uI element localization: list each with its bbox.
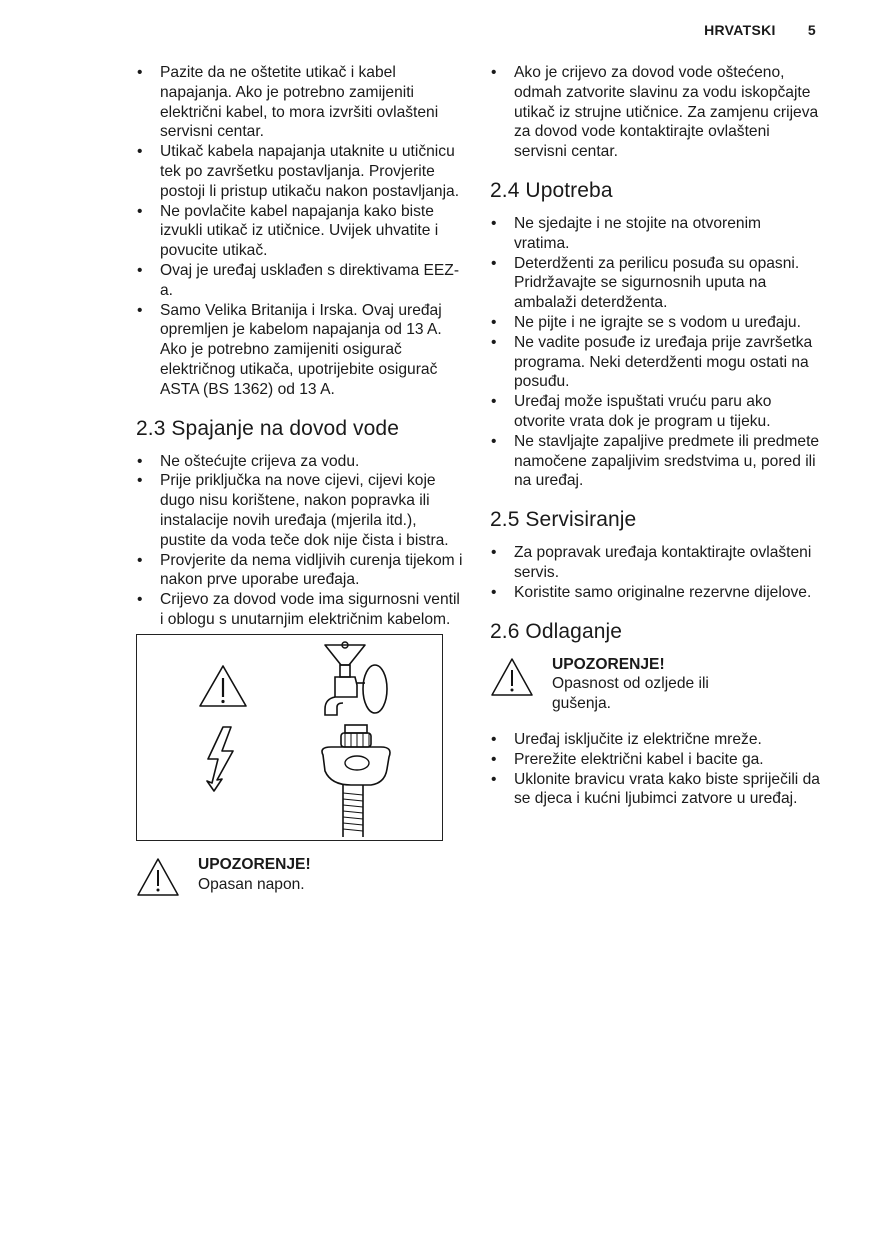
list-item: • Pazite da ne oštetite utikač i kabel napajanja. Ako je potrebno zamijeniti električni kabel, to mora izvršiti ovlašteni servisni centar.	[136, 63, 466, 142]
list-item: • Provjerite da nema vidljivih curenja tijekom i nakon prve uporabe uređaja.	[136, 551, 466, 591]
right-intro-list	[490, 63, 820, 162]
list-item: • Utikač kabela napajanja utaknite u utičnicu tek po završetku postavljanja. Provjerite postoji li pristup utikaču nakon postavljanja.	[136, 142, 466, 201]
list-item: • Prije priključka na nove cijevi, cijevi koje dugo nisu korištene, nakon popravka ili instalacije novih uređaja (mjerila itd.), pustite da voda teče dok nije čista i bistra.	[136, 471, 466, 550]
warning-title: UPOZORENJE!	[198, 855, 311, 873]
water-tap-icon	[315, 639, 395, 721]
warning-title: UPOZORENJE!	[552, 655, 665, 673]
hose-illustration	[136, 634, 443, 841]
page-header	[704, 22, 816, 38]
voltage-warning	[136, 855, 466, 897]
section-title-2-4: 2.4 Upotreba	[490, 178, 613, 202]
section-2-4-list	[490, 214, 820, 491]
suffocation-warning	[490, 655, 820, 714]
list-item: • Za popravak uređaja kontaktirajte ovlašteni servis.	[490, 543, 820, 583]
right-column	[490, 63, 820, 809]
list-item: • Koristite samo originalne rezervne dijelove.	[490, 583, 820, 603]
list-item: • Ovaj je uređaj usklađen s direktivama EEZ-a.	[136, 261, 466, 301]
list-item: • Ne pijte i ne igrajte se s vodom u uređaju.	[490, 313, 820, 333]
inlet-hose-icon	[305, 723, 405, 839]
list-item: • Ne sjedajte i ne stojite na otvorenim vratima.	[490, 214, 820, 254]
header-language: HRVATSKI	[704, 22, 776, 38]
warning-text: Opasnost od ozljede ili gušenja.	[552, 675, 709, 713]
section-2-3-list	[136, 452, 466, 630]
list-item: • Ako je crijevo za dovod vode oštećeno, odmah zatvorite slavinu za vodu iskopčajte utikač iz strujne utičnice. Za zamjenu crijeva za dovod vode kontaktirajte ovlašteni servisni centar.	[490, 63, 820, 162]
list-item: • Uređaj isključite iz električne mreže.	[490, 730, 820, 750]
left-column	[136, 63, 466, 897]
list-item: • Ne oštećujte crijeva za vodu.	[136, 452, 466, 472]
warning-triangle-icon	[136, 857, 180, 897]
list-item: • Deterdženti za perilicu posuđa su opasni. Pridržavajte se sigurnosnih uputa na ambalaži deterdženta.	[490, 254, 820, 313]
list-item: • Prerežite električni kabel i bacite ga.	[490, 750, 820, 770]
section-title-2-3: 2.3 Spajanje na dovod vode	[136, 416, 399, 440]
list-item: • Samo Velika Britanija i Irska. Ovaj uređaj opremljen je kabelom napajanja od 13 A. Ako je potrebno zamijeniti osigurač električnog utikača, upotrijebite osigurač ASTA (BS 1362) od 13 A.	[136, 301, 466, 400]
list-item: • Ne povlačite kabel napajanja kako biste izvukli utikač iz utičnice. Uvijek uhvatite i povucite utikač.	[136, 202, 466, 261]
list-item: • Ne vadite posuđe iz uređaja prije završetka programa. Neki deterdženti mogu ostati na posuđu.	[490, 333, 820, 392]
warning-text: Opasan napon.	[198, 875, 305, 893]
list-item: • Uređaj može ispuštati vruću paru ako otvorite vrata dok je program u tijeku.	[490, 392, 820, 432]
section-2-5-list	[490, 543, 820, 602]
warning-triangle-icon	[197, 663, 249, 709]
section-2-6-list	[490, 730, 820, 809]
left-intro-list	[136, 63, 466, 400]
list-item: • Uklonite bravicu vrata kako biste spriječili da se djeca i kućni ljubimci zatvore u uređaj.	[490, 770, 820, 810]
lightning-bolt-icon	[203, 725, 239, 793]
section-title-2-5: 2.5 Servisiranje	[490, 508, 637, 532]
warning-triangle-icon	[490, 657, 534, 697]
section-title-2-6: 2.6 Odlaganje	[490, 619, 623, 643]
header-page-number: 5	[807, 22, 816, 38]
list-item: • Crijevo za dovod vode ima sigurnosni ventil i oblogu s unutarnjim električnim kabelom.	[136, 590, 466, 630]
list-item: • Ne stavljajte zapaljive predmete ili predmete namočene zapaljivim sredstvima u, pored ili na uređaj.	[490, 432, 820, 491]
